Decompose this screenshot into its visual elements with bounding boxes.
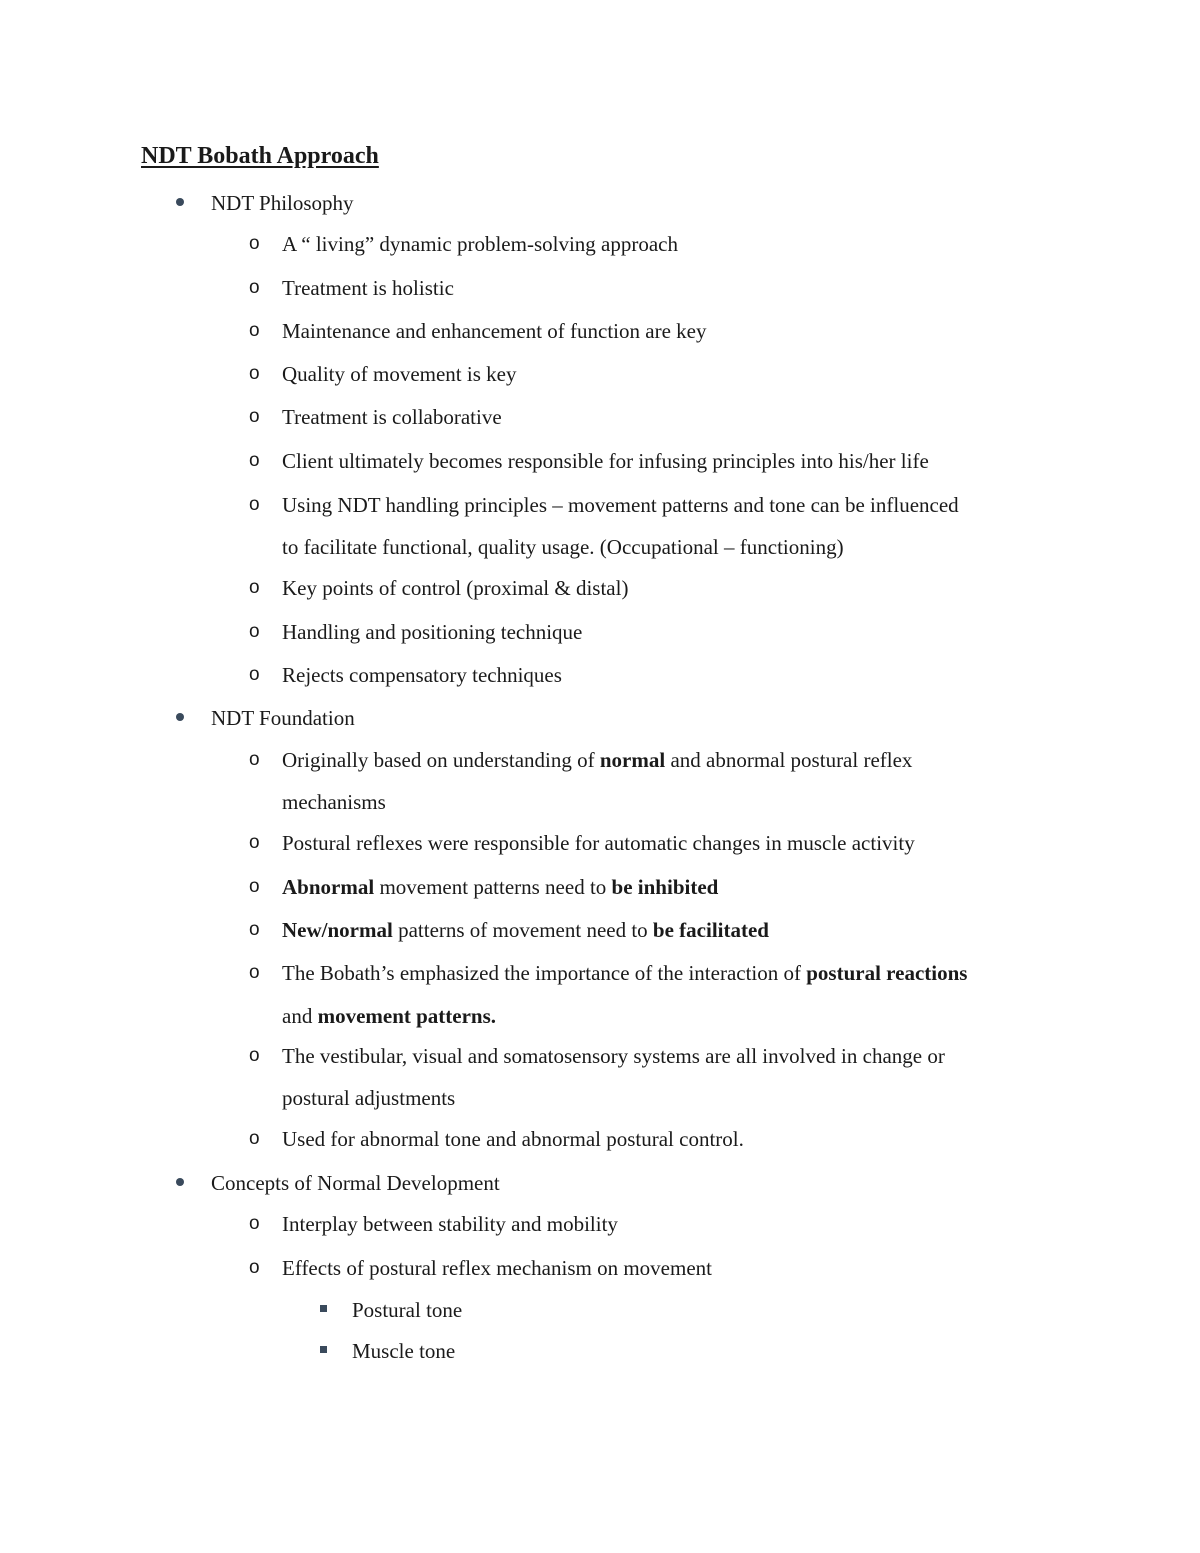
list-item: [282, 917, 769, 943]
list-item: Client ultimately becomes responsible for infusing principles into his/her life: [282, 449, 929, 473]
circle-bullet-icon: o: [249, 406, 260, 427]
list-item: [282, 747, 912, 773]
section-heading-concepts: Concepts of Normal Development: [211, 1171, 500, 1195]
list-item-continuation: [282, 1003, 496, 1029]
section-heading-philosophy: NDT Philosophy: [211, 191, 354, 215]
bold-text-run: be facilitated: [652, 918, 769, 942]
circle-bullet-icon: o: [249, 363, 260, 384]
page-title: NDT Bobath Approach: [141, 143, 379, 169]
sub-list-item: Postural tone: [352, 1298, 463, 1322]
list-item: The vestibular, visual and somatosensory systems are all involved in change or: [282, 1044, 945, 1068]
circle-bullet-icon: o: [249, 494, 260, 515]
list-item: Handling and positioning technique: [282, 620, 583, 644]
circle-bullet-icon: o: [249, 876, 260, 897]
list-item: Used for abnormal tone and abnormal postural control.: [282, 1127, 744, 1151]
list-item: Maintenance and enhancement of function are key: [282, 319, 707, 343]
bullet-dot-icon: [176, 198, 184, 206]
list-item: [282, 874, 718, 900]
list-item: Interplay between stability and mobility: [282, 1212, 618, 1236]
square-bullet-icon: [320, 1346, 327, 1353]
list-item: A “ living” dynamic problem-solving approach: [282, 232, 678, 256]
list-item: Effects of postural reflex mechanism on movement: [282, 1256, 712, 1280]
list-item: Key points of control (proximal & distal): [282, 576, 629, 600]
square-bullet-icon: [320, 1305, 327, 1312]
circle-bullet-icon: o: [249, 1045, 260, 1066]
circle-bullet-icon: o: [249, 320, 260, 341]
circle-bullet-icon: o: [249, 577, 260, 598]
bold-text-run: postural reactions: [806, 961, 968, 985]
sub-list-item: Muscle tone: [352, 1339, 456, 1363]
circle-bullet-icon: o: [249, 277, 260, 298]
circle-bullet-icon: o: [249, 621, 260, 642]
text-run: The Bobath’s emphasized the importance of the interaction of: [282, 961, 807, 985]
list-item: Treatment is collaborative: [282, 405, 502, 429]
circle-bullet-icon: o: [249, 962, 260, 983]
list-item-continuation: mechanisms: [282, 790, 386, 814]
circle-bullet-icon: o: [249, 450, 260, 471]
bold-text-run: New/normal: [282, 918, 393, 942]
bullet-dot-icon: [176, 1178, 184, 1186]
circle-bullet-icon: o: [249, 1257, 260, 1278]
circle-bullet-icon: o: [249, 919, 260, 940]
list-item-continuation: to facilitate functional, quality usage. (Occupational – functioning): [282, 535, 844, 559]
text-run: movement patterns need to: [374, 875, 612, 899]
circle-bullet-icon: o: [249, 233, 260, 254]
bold-text-run: normal: [599, 748, 666, 772]
circle-bullet-icon: o: [249, 1213, 260, 1234]
text-run: and abnormal postural reflex: [665, 748, 913, 772]
bold-text-run: movement patterns.: [317, 1004, 497, 1028]
text-run: and: [282, 1004, 318, 1028]
text-run: patterns of movement need to: [392, 918, 653, 942]
section-heading-foundation: NDT Foundation: [211, 706, 355, 730]
circle-bullet-icon: o: [249, 664, 260, 685]
list-item: Treatment is holistic: [282, 276, 454, 300]
list-item-continuation: postural adjustments: [282, 1086, 456, 1110]
bold-text-run: Abnormal: [282, 875, 375, 899]
list-item: [282, 960, 967, 986]
bullet-dot-icon: [176, 713, 184, 721]
bold-text-run: be inhibited: [611, 875, 719, 899]
list-item: Postural reflexes were responsible for automatic changes in muscle activity: [282, 831, 915, 855]
text-run: Originally based on understanding of: [282, 748, 600, 772]
circle-bullet-icon: o: [249, 749, 260, 770]
circle-bullet-icon: o: [249, 832, 260, 853]
list-item: Using NDT handling principles – movement patterns and tone can be influenced: [282, 493, 959, 517]
list-item: Quality of movement is key: [282, 362, 517, 386]
circle-bullet-icon: o: [249, 1128, 260, 1149]
list-item: Rejects compensatory techniques: [282, 663, 562, 687]
